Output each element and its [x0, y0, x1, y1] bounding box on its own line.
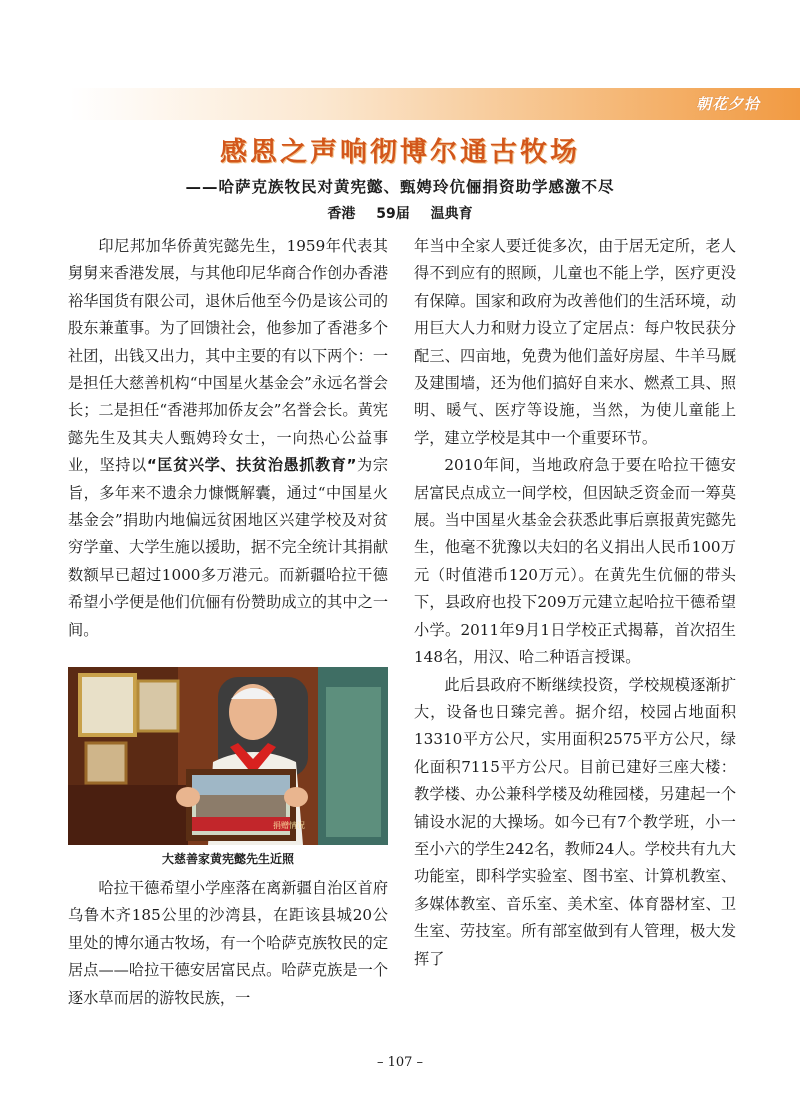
photo-banner-text: 捐赠情况	[273, 821, 305, 830]
left-column-bottom	[68, 875, 388, 1012]
paragraph: 印尼邦加华侨黄宪懿先生，1959年代表其舅舅来香港发展，与其他印尼华商合作创办香港裕华国货有限公司，退休后他至今仍是该公司的股东兼董事。为了回馈社会，他参加了香港多个社团，出钱又出力，其中主要的有以下两个：一是担任大慈善机构“中国星火基金会”永远名誉会长；二是担任“香港邦加侨友会”名誉会长。黄宪懿先生及其夫人甄娉玲女士，一向热心公益事业，坚持以“匡贫兴学、扶贫治愚抓教育”为宗旨，多年来不遗余力慷慨解囊，通过“中国星火基金会”捐助内地偏远贫困地区兴建学校及对贫穷学童、大学生施以援助，据不完全统计其捐献数额早已超过1000多万港元。而新疆哈拉干德希望小学便是他们伉俪有份赞助成立的其中之一间。	[68, 237, 389, 639]
paragraph: 此后县政府不断继续投资，学校规模逐渐扩大，设备也日臻完善。据介绍，校园占地面积13310平方公尺，实用面积2575平方公尺，绿化面积7115平方公尺。目前已建好三座大楼：教学楼、办公兼科学楼及幼稚园楼，另建起一个铺设水泥的大操场。如今已有7个教学班，小一至小六的学生242名，教师24人。学校共有九大功能室，即科学实验室、图书室、计算机教室、多媒体教室、音乐室、美术室、体育器材室、卫生室、劳技室。所有部室做到有人管理，极大发挥了	[414, 675, 736, 968]
emphasis-text: “匡贫兴学、扶贫治愚抓教育”	[146, 456, 357, 475]
right-column	[414, 233, 736, 973]
article-title: 感恩之声响彻博尔通古牧场	[220, 137, 580, 168]
portrait-photo	[68, 667, 388, 845]
byline-author: 温典育	[430, 206, 473, 222]
paragraph: 哈拉干德希望小学座落在离新疆自治区首府乌鲁木齐185公里的沙湾县，在距该县城20公里处的博尔通古牧场，有一个哈萨克族牧民的定居点——哈拉干德安居富民点。哈萨克族是一个逐水草而居的游牧民族，一	[68, 879, 388, 1007]
page-number: – 107 –	[376, 1055, 424, 1070]
paragraph: 年当中全家人要迁徙多次，由于居无定所，老人得不到应有的照顾，儿童也不能上学，医疗更没有保障。国家和政府为改善他们的生活环境，动用巨大人力和财力设立了定居点：每户牧民获分配三、四亩地，免费为他们盖好房屋、牛羊马厩及建围墙，还为他们搞好自来水、燃煮工具、照明、暖气、医疗等设施，当然，为使儿童能上学，建立学校是其中一个重要环节。	[414, 237, 736, 447]
section-header-band	[70, 88, 800, 120]
byline-grade: 59届	[376, 206, 410, 222]
left-column-top	[68, 233, 388, 644]
section-tag: 朝花夕拾	[695, 95, 760, 113]
article-byline	[0, 203, 800, 223]
byline-place: 香港	[327, 206, 356, 222]
photo-caption: 大慈善家黄宪懿先生近照	[161, 852, 294, 866]
article-subtitle: ——哈萨克族牧民对黄宪懿、甄娉玲伉俪捐资助学感激不尽	[185, 178, 615, 196]
paragraph: 2010年间，当地政府急于要在哈拉干德安居富民点成立一间学校，但因缺乏资金而一筹莫展。当中国星火基金会获悉此事后禀报黄宪懿先生，他毫不犹豫以夫妇的名义捐出人民币100万元（时值港币120万元）。在黄先生伉俪的带头下，县政府也投下209万元建立起哈拉干德希望小学。2011年9月1日学校正式揭幕，首次招生148名，用汉、哈二种语言授课。	[414, 456, 736, 667]
